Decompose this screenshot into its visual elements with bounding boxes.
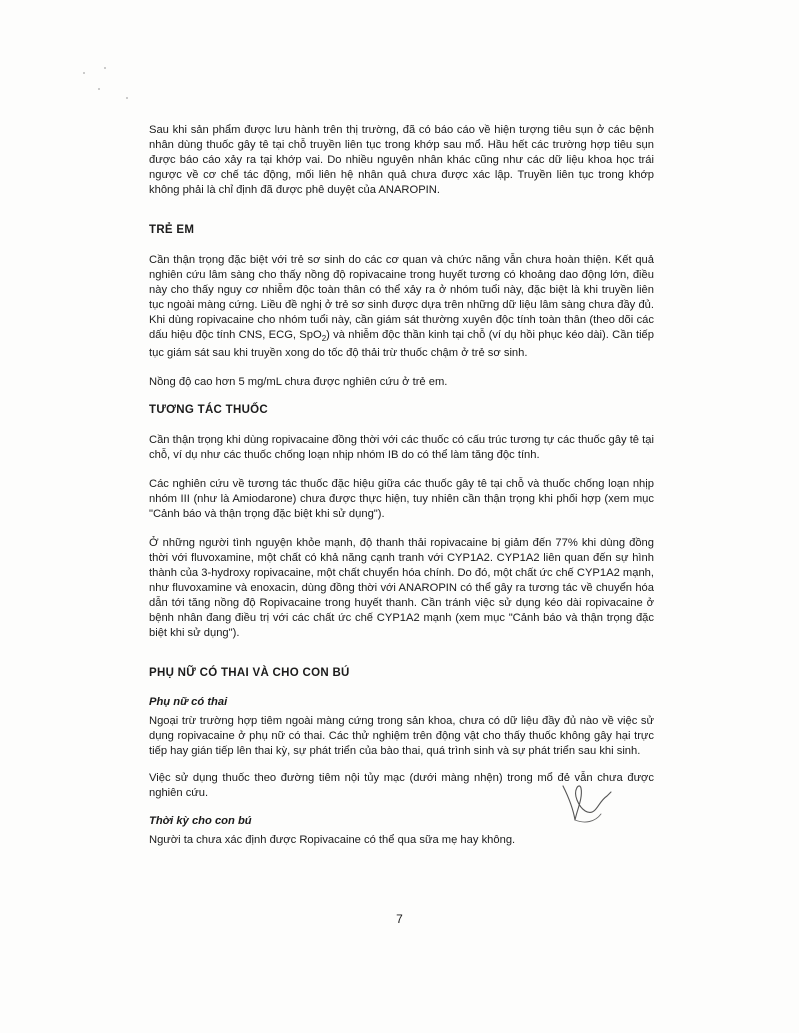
intro-paragraph: Sau khi sản phẩm được lưu hành trên thị trường, đã có báo cáo về hiện tượng tiêu sụn ở các bệnh nhân dùng thuốc gây tê tại chỗ truyền liên tục trong khớp sau mổ. Hầu hết các trường hợp tiêu sụn được báo cáo xảy ra tại khớp vai. Do nhiều nguyên nhân khác cũng như các dữ liệu khoa học trái ngược về cơ chế tác động, mối liên hệ nhân quả chưa được xác lập. Truyền liên tục trong khớp không phải là chỉ định đã được phê duyệt của ANAROPIN. xyxy=(149,124,654,196)
section-heading-pregnancy: PHỤ NỮ CÓ THAI VÀ CHO CON BÚ xyxy=(149,667,350,680)
breastfeeding-paragraph: Người ta chưa xác định được Ropivacaine có thể qua sữa mẹ hay không. xyxy=(149,834,516,847)
interactions-paragraph-1: Cần thận trọng khi dùng ropivacaine đồng thời với các thuốc có cấu trúc tương tự các thuốc gây tê tại chỗ, ví dụ như các thuốc chống loạn nhịp nhóm IB do có thể làm tăng độc tính. xyxy=(149,434,654,462)
scan-speck xyxy=(104,67,106,69)
scan-speck xyxy=(126,97,128,99)
children-paragraph-1: Cần thận trọng đặc biệt với trẻ sơ sinh do các cơ quan và chức năng vẫn chưa hoàn thiện. Kết quả nghiên cứu lâm sàng cho thấy nồng độ ropivacaine trong huyết tương có khoảng dao động lớn, điều này cho thấy nguy cơ nhiễm độc toàn thân có thể xảy ra ở nhóm tuổi này, đặc biệt là khi truyền liên tục ngoài màng cứng. Liều đề nghị ở trẻ sơ sinh được dựa trên những dữ liệu lâm sàng chưa đầy đủ. Khi dùng ropivacaine cho nhóm tuổi này, cần giám sát thường xuyên độc tính toàn thân (theo dõi các dấu hiệu độc tính CNS, ECG, SpO$_2$) và nhiễm độc thần kinh tại chỗ (ví dụ hồi phục kéo dài). Cần tiếp tục giám sát sau khi truyền xong do tốc độ thải trừ thuốc chậm ở trẻ sơ sinh. xyxy=(149,254,654,360)
subheading-breastfeeding: Thời kỳ cho con bú xyxy=(149,815,252,828)
scan-speck xyxy=(83,72,85,74)
section-heading-children: TRẺ EM xyxy=(149,224,195,236)
interactions-paragraph-3: Ở những người tình nguyện khỏe mạnh, độ thanh thải ropivacaine bị giảm đến 77% khi dùng đồng thời với fluvoxamine, một chất có khả năng cạnh tranh với CYP1A2. CYP1A2 liên quan đến sự hình thành của 3-hydroxy ropivacaine, một chất chuyển hóa chính. Do đó, một chất ức chế CYP1A2 mạnh, như fluvoxamine và enoxacin, dùng đồng thời với ANAROPIN có thể gây ra tương tác về chuyển hóa dẫn tới tăng nồng độ Ropivacaine trong huyết thanh. Cần tránh việc sử dụng kéo dài ropivacaine ở bệnh nhân đang điều trị với các chất ức chế CYP1A2 mạnh (xem mục "Cảnh báo và thận trọng đặc biệt khi sử dụng"). xyxy=(149,537,654,640)
scan-speck xyxy=(98,88,100,90)
page-number: 7 xyxy=(396,912,403,926)
document-body xyxy=(149,123,654,862)
children-paragraph-2: Nồng độ cao hơn 5 mg/mL chưa được nghiên cứu ở trẻ em. xyxy=(149,376,448,389)
signature-mark xyxy=(555,780,615,830)
pregnancy-paragraph-2: Việc sử dụng thuốc theo đường tiêm nội tủy mạc (dưới màng nhện) trong mổ đẻ vẫn chưa được nghiên cứu. xyxy=(149,772,654,800)
section-heading-interactions: TƯƠNG TÁC THUỐC xyxy=(149,404,269,417)
subheading-pregnant: Phụ nữ có thai xyxy=(149,696,228,709)
pregnancy-paragraph-1: Ngoại trừ trường hợp tiêm ngoài màng cứng trong sản khoa, chưa có dữ liệu đầy đủ nào về việc sử dụng ropivacaine ở phụ nữ có thai. Các thử nghiệm trên động vật cho thấy thuốc không gây hại trực tiếp hay gián tiếp lên thai kỳ, sự phát triển của bào thai, quá trình sinh và sự phát triển sau khi sinh. xyxy=(149,715,654,758)
interactions-paragraph-2: Các nghiên cứu về tương tác thuốc đặc hiệu giữa các thuốc gây tê tại chỗ và thuốc chống loạn nhịp nhóm III (như là Amiodarone) chưa được thực hiện, tuy nhiên cần thận trọng khi phối hợp (xem mục "Cảnh báo và thận trọng đặc biệt khi sử dụng"). xyxy=(149,478,654,521)
